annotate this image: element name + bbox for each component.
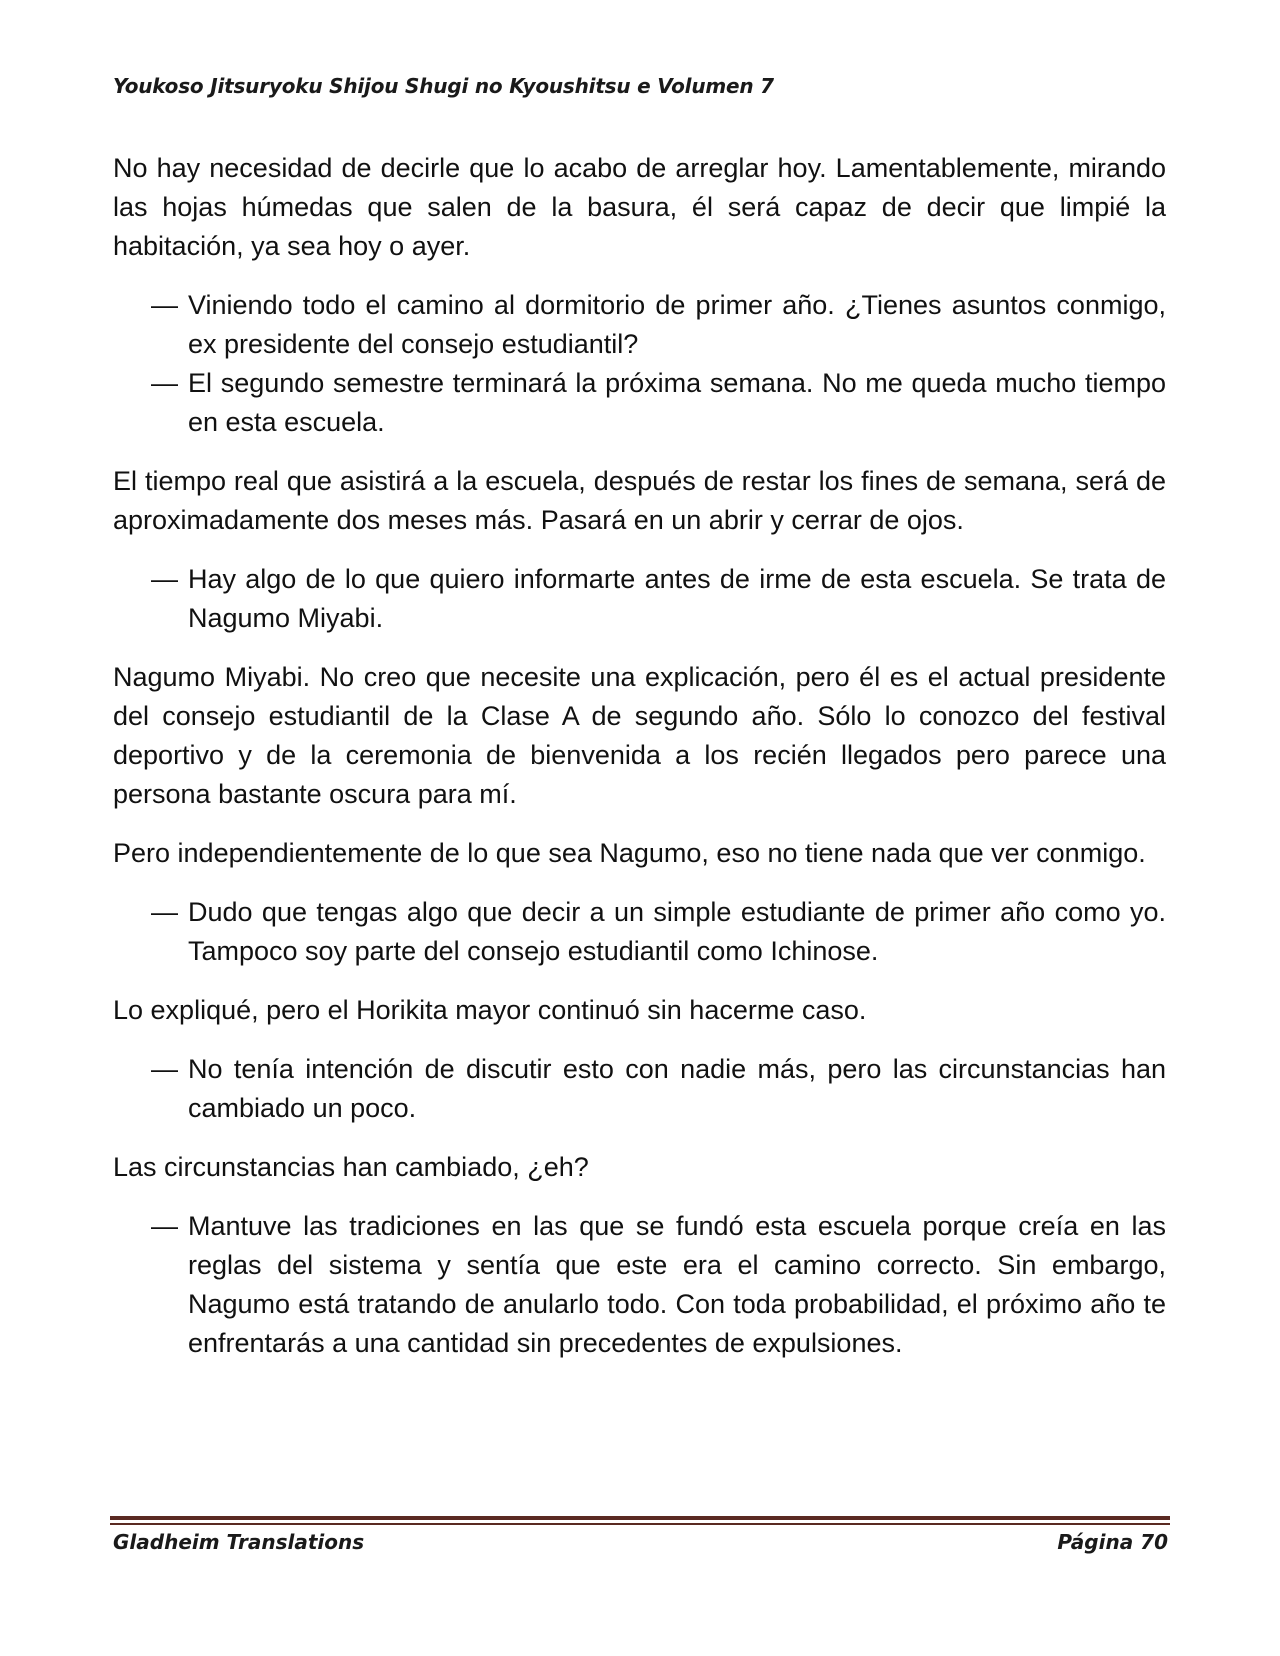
footer-page-number: Página 70 [1057, 1530, 1168, 1554]
dialog-text: Viniendo todo el camino al dormitorio de primer año. ¿Tienes asuntos conmigo, ex presidente del consejo estudiantil? [188, 290, 1166, 359]
dialog-line [151, 560, 1166, 638]
em-dash: — [151, 290, 178, 320]
paragraph: El tiempo real que asistirá a la escuela, después de restar los fines de semana, será de aproximadamente dos meses más. Pasará en un abrir y cerrar de ojos. [113, 466, 1166, 535]
dialog-line [151, 1050, 1166, 1128]
dialog-group [113, 286, 1166, 442]
footer-publisher: Gladheim Translations [113, 1530, 365, 1554]
dialog-group [113, 893, 1166, 971]
em-dash: — [151, 897, 178, 927]
footer-divider-thin [110, 1523, 1170, 1525]
dialog-group [113, 560, 1166, 638]
dialog-line [151, 364, 1166, 442]
dialog-group [113, 1207, 1166, 1363]
page-body [113, 149, 1166, 1383]
footer-divider [110, 1516, 1170, 1520]
em-dash: — [151, 368, 178, 398]
paragraph: Las circunstancias han cambiado, ¿eh? [113, 1152, 589, 1182]
paragraph: Nagumo Miyabi. No creo que necesite una explicación, pero él es el actual presidente del consejo estudiantil de la Clase A de segundo año. Sólo lo conozco del festival deportivo y de la ceremonia de bienvenida a los recién llegados pero parece una persona bastante oscura para mí. [113, 662, 1166, 809]
paragraph: Pero independientemente de lo que sea Nagumo, eso no tiene nada que ver conmigo. [113, 838, 1146, 868]
dialog-line [151, 893, 1166, 971]
dialog-group [113, 1050, 1166, 1128]
dialog-text: Mantuve las tradiciones en las que se fundó esta escuela porque creía en las reglas del sistema y sentía que este era el camino correcto. Sin embargo, Nagumo está tratando de anularlo todo. Con toda probabilidad, el próximo año te enfrentarás a una cantidad sin precedentes de expulsiones. [188, 1211, 1166, 1358]
dialog-line [151, 1207, 1166, 1363]
page-header-title: Youkoso Jitsuryoku Shijou Shugi no Kyoushitsu e Volumen 7 [113, 74, 774, 98]
dialog-text: No tenía intención de discutir esto con nadie más, pero las circunstancias han cambiado un poco. [188, 1054, 1166, 1123]
paragraph: Lo expliqué, pero el Horikita mayor continuó sin hacerme caso. [113, 995, 867, 1025]
paragraph: No hay necesidad de decirle que lo acabo de arreglar hoy. Lamentablemente, mirando las hojas húmedas que salen de la basura, él será capaz de decir que limpié la habitación, ya sea hoy o ayer. [113, 153, 1166, 261]
dialog-line [151, 286, 1166, 364]
em-dash: — [151, 1054, 178, 1084]
em-dash: — [151, 1211, 178, 1241]
em-dash: — [151, 564, 178, 594]
dialog-text: El segundo semestre terminará la próxima semana. No me queda mucho tiempo en esta escuela. [188, 368, 1166, 437]
dialog-text: Dudo que tengas algo que decir a un simple estudiante de primer año como yo. Tampoco soy parte del consejo estudiantil como Ichinose. [188, 897, 1166, 966]
dialog-text: Hay algo de lo que quiero informarte antes de irme de esta escuela. Se trata de Nagumo Miyabi. [188, 564, 1166, 633]
